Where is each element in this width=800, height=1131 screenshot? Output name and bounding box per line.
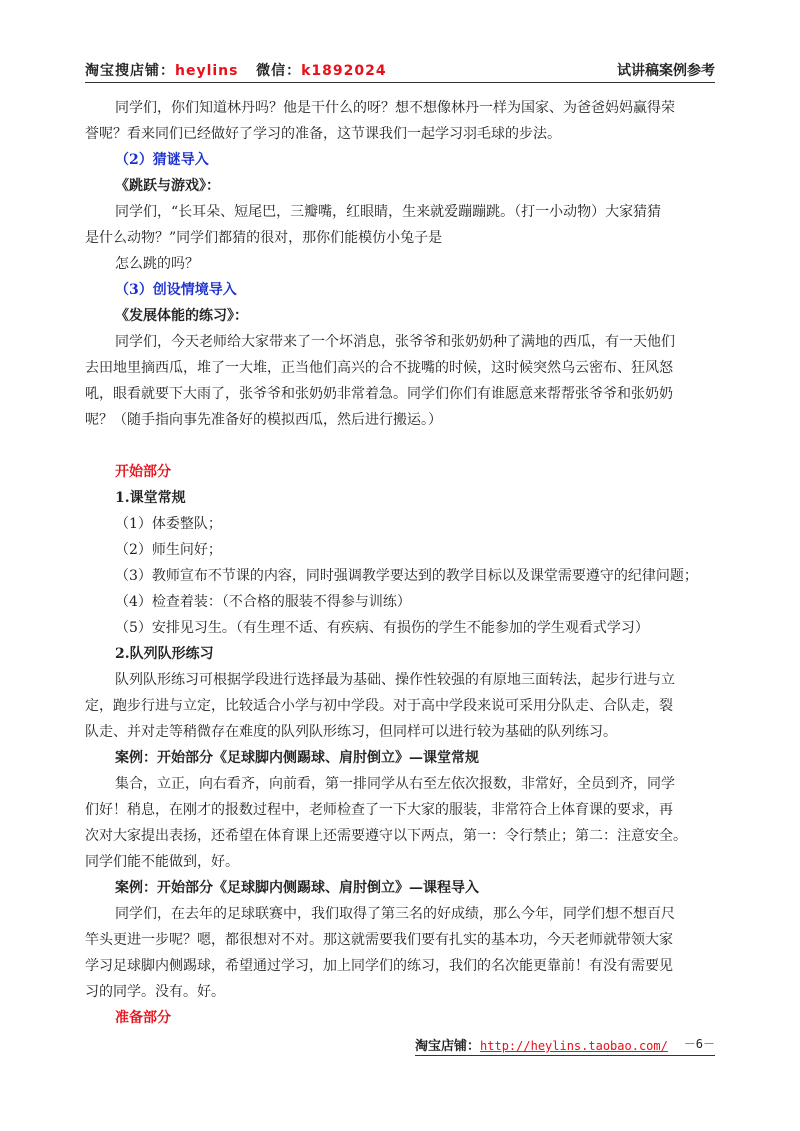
paragraph-case-routine: [85, 771, 715, 875]
paragraph-riddle: [85, 199, 715, 277]
classroom-routine-title: 1.课堂常规: [115, 490, 186, 506]
list-item: （3）教师宣布不节课的内容，同时强调教学要达到的教学目标以及课堂需要遵守的纪律问题；: [115, 568, 698, 584]
section-title-fitness: 《发展体能的练习》：: [115, 308, 248, 324]
list-item: （2）师生问好；: [115, 542, 222, 558]
document-body: [85, 95, 715, 1031]
paragraph-case-intro: [85, 901, 715, 1005]
paragraph-line: 竿头更进一步呢？嗯，都很想对不对。那这就需要我们要有扎实的基本功，今天老师就带领大家: [85, 932, 673, 948]
paragraph-line: 同学们，“长耳朵、短尾巴，三瓣嘴，红眼睛，生来就爱蹦蹦跳。（打一小动物）大家猜猜: [115, 204, 662, 220]
paragraph-line: 次对大家提出表扬，还希望在体育课上还需要遵守以下两点，第一：令行禁止；第二：注意安全。: [85, 828, 687, 844]
paragraph-line: 学习足球脚内侧踢球，希望通过学习，加上同学们的练习，我们的名次能更靠前！有没有需要见: [85, 958, 673, 974]
header-shop-label: 淘宝搜店铺：: [85, 63, 175, 79]
paragraph-scenario: [85, 329, 715, 433]
paragraph-line: 是什么动物？”同学们都猜的很对，那你们能模仿小兔子是: [85, 230, 443, 246]
list-item: （1）体委整队；: [115, 516, 222, 532]
paragraph-line: 去田地里摘西瓜，堆了一大堆，正当他们高兴的合不拢嘴的时候，这时候突然乌云密布、狂风怒: [85, 360, 673, 376]
paragraph-line: 同学们能不能做到，好。: [85, 854, 239, 870]
paragraph-line: 吼，眼看就要下大雨了，张爷爷和张奶奶非常着急。同学们你们有谁愿意来帮帮张爷爷和张奶奶: [85, 386, 673, 402]
paragraph-line: 队走、并对走等稍微存在难度的队列队形练习，但同样可以进行较为基础的队列练习。: [85, 724, 617, 740]
paragraph-line: 集合，立正，向右看齐，向前看，第一排同学从右至左依次报数，非常好，全员到齐，同学: [115, 776, 675, 792]
prep-part-heading: 准备部分: [115, 1010, 171, 1026]
page-footer: [415, 1035, 715, 1056]
paragraph-line: 同学们，在去年的足球联赛中，我们取得了第三名的好成绩，那么今年，同学们想不想百尺: [115, 906, 675, 922]
header-shop-info: [85, 60, 387, 80]
paragraph-line: 誉呢？看来同们已经做好了学习的准备，这节课我们一起学习羽毛球的步法。: [85, 126, 561, 142]
case-routine-title: 案例：开始部分《足球脚内侧踢球、肩肘倒立》—课堂常规: [115, 750, 479, 766]
formation-practice-title: 2.队列队形练习: [115, 646, 214, 662]
paragraph-formation: [85, 667, 715, 745]
header-doc-title: 试讲稿案例参考: [617, 63, 715, 79]
paragraph-line: 同学们，你们知道林丹吗？他是干什么的呀？想不想像林丹一样为国家、为爸爸妈妈赢得荣: [115, 100, 675, 116]
paragraph-line: 队列队形练习可根据学段进行选择最为基础、操作性较强的有原地三面转法，起步行进与立: [115, 672, 675, 688]
paragraph-line: 定，跑步行进与立定，比较适合小学与初中学段。对于高中学段来说可采用分队走、合队走，裂: [85, 698, 673, 714]
page-header: [85, 52, 715, 83]
section-heading-scenario: （3）创设情境导入: [115, 282, 237, 298]
paragraph-line: 习的同学。没有。好。: [85, 984, 225, 1000]
paragraph-line: 怎么跳的吗？: [115, 256, 199, 272]
case-intro-title: 案例：开始部分《足球脚内侧踢球、肩肘倒立》—课程导入: [115, 880, 479, 896]
header-shop-name: heylins: [175, 63, 239, 79]
start-part-heading: 开始部分: [115, 464, 171, 480]
list-item: （4）检查着装：（不合格的服装不得参与训练）: [115, 594, 411, 610]
paragraph-intro: [85, 95, 715, 147]
footer-shop-link[interactable]: http://heylins.taobao.com/: [480, 1039, 668, 1053]
footer-shop-label: 淘宝店铺：: [415, 1039, 481, 1054]
header-wechat-id: k1892024: [301, 63, 387, 79]
header-wechat-label: 微信：: [256, 63, 302, 79]
section-title-jump-game: 《跳跃与游戏》：: [115, 178, 220, 194]
paragraph-line: 们好！稍息，在刚才的报数过程中，老师检查了一下大家的服装，非常符合上体育课的要求，再: [85, 802, 673, 818]
page-number: －6－: [683, 1037, 715, 1051]
paragraph-line: 同学们，今天老师给大家带来了一个坏消息，张爷爷和张奶奶种了满地的西瓜，有一天他们: [115, 334, 675, 350]
list-item: （5）安排见习生。（有生理不适、有疾病、有损伤的学生不能参加的学生观看式学习）: [115, 620, 649, 636]
section-heading-guess: （2）猜谜导入: [115, 152, 209, 168]
paragraph-line: 呢？（随手指向事先准备好的模拟西瓜，然后进行搬运。）: [85, 412, 442, 428]
